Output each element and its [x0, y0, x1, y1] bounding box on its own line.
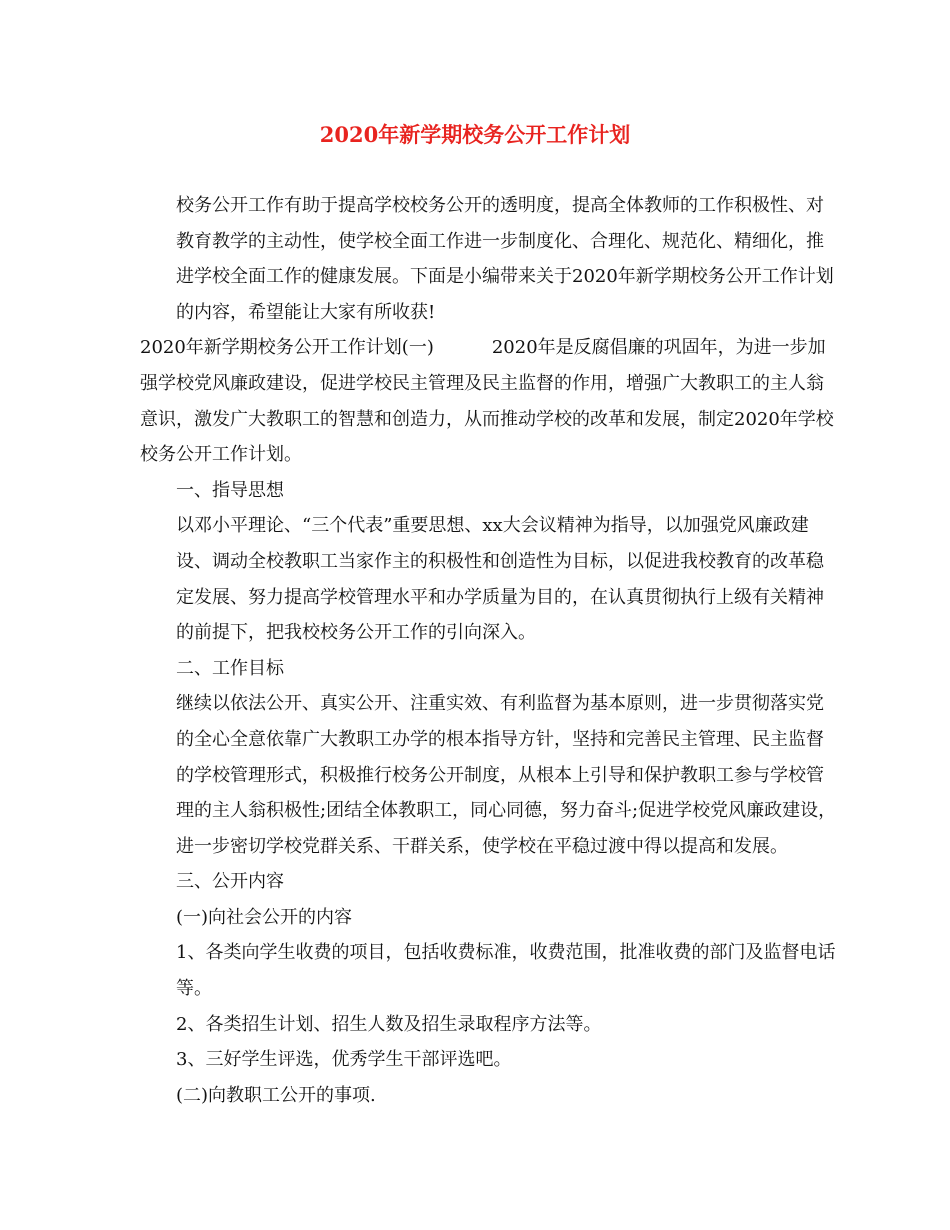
section1-heading: 一、指导思想 [176, 479, 284, 501]
list-item-3: 3、三好学生评选，优秀学生干部评选吧。 [176, 1049, 512, 1071]
list-item-2: 2、各类招生计划、招生人数及招生录取程序方法等。 [176, 1013, 602, 1035]
plan-paragraph [140, 330, 840, 472]
section3-heading: 三、公开内容 [176, 871, 284, 893]
subsection1-heading: (一)向社会公开的内容 [176, 906, 353, 928]
plan-heading: 2020年新学期校务公开工作计划(一) [140, 337, 434, 359]
list-item-1: 1、各类向学生收费的项目，包括收费标准，收费范围，批准收费的部门及监督电话等。 [176, 942, 836, 1000]
section1-paragraph: 以邓小平理论、“三个代表”重要思想、xx大会议精神为指导，以加强党风廉政建设、调动全校教职工当家作主的积极性和创造性为目标，以促进我校教育的改革稳定发展、努力提高学校管理水平和办学质量为目的，在认真贯彻执行上级有关精神的前提下，把我校校务公开工作的引向深入。 [176, 515, 824, 644]
document-body [140, 188, 840, 1113]
document-title: 2020年新学期校务公开工作计划 [319, 122, 631, 147]
section2-paragraph: 继续以依法公开、真实公开、注重实效、有利监督为基本原则，进一步贯彻落实党的全心全意依靠广大教职工办学的根本指导方针，坚持和完善民主管理、民主监督的学校管理形式，积极推行校务公开制度，从根本上引导和保护教职工参与学校管理的主人翁积极性;团结全体教职工，同心同德，努力奋斗;促进学校党风廉政建设，进一步密切学校党群关系、干群关系，使学校在平稳过渡中得以提高和发展。 [176, 693, 837, 857]
section2-heading: 二、工作目标 [176, 657, 284, 679]
plan-intro-text: 2020年是反腐倡廉的巩固年，为进一步加强学校党风廉政建设，促进学校民主管理及民主监督的作用，增强广大教职工的主人翁意识，激发广大教职工的智慧和创造力，从而推动学校的改革和发展，制定2020年学校校务公开工作计划。 [140, 337, 834, 466]
intro-paragraph: 校务公开工作有助于提高学校校务公开的透明度，提高全体教师的工作积极性、对教育教学的主动性，使学校全面工作进一步制度化、合理化、规范化、精细化，推进学校全面工作的健康发展。下面是小编带来关于2020年新学期校务公开工作计划的内容，希望能让大家有所收获! [176, 195, 834, 323]
subsection2-heading: (二)向教职工公开的事项. [176, 1084, 376, 1106]
